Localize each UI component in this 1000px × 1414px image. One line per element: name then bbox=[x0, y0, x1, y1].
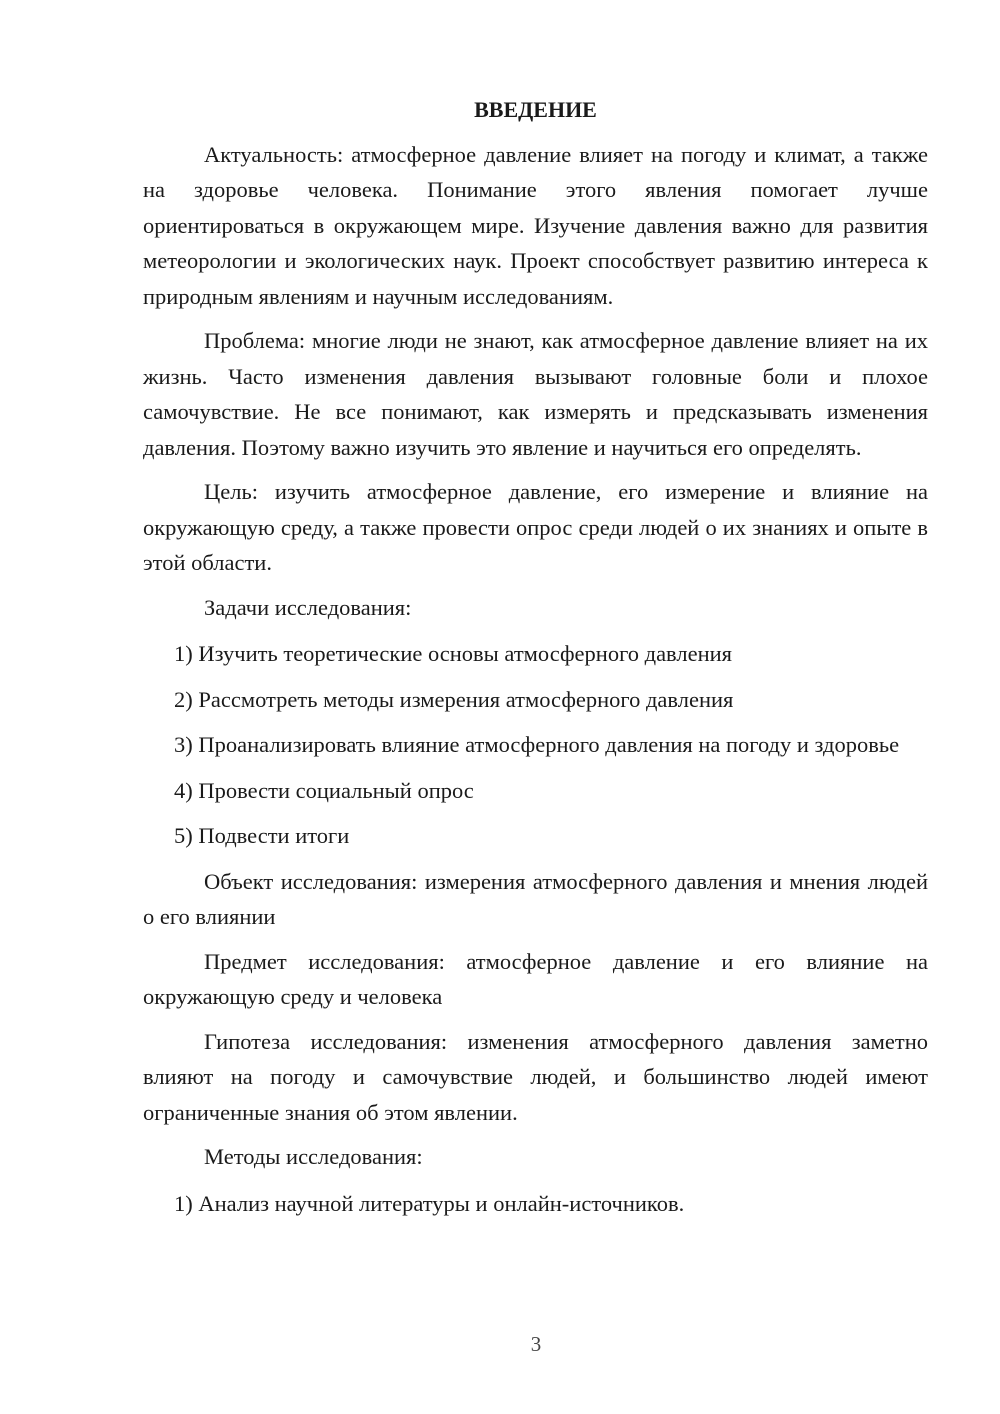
goal-paragraph: Цель: изучить атмосферное давление, его измерение и влияние на окружающую среду, а также провести опрос среди людей о их знаниях и опыте в этой области. bbox=[143, 479, 928, 575]
page-title: ВВЕДЕНИЕ bbox=[474, 97, 597, 122]
page-content bbox=[143, 92, 928, 1231]
problem-paragraph: Проблема: многие люди не знают, как атмосферное давление влияет на их жизнь. Часто изменения давления вызывают головные боли и плохое самочувствие. Не все понимают, как измерять и предсказывать изменения давления. Поэтому важно изучить это явление и научиться его определять. bbox=[143, 328, 928, 460]
task-item-4: 4) Провести социальный опрос bbox=[174, 777, 474, 803]
tasks-heading: Задачи исследования: bbox=[204, 594, 412, 620]
methods-heading: Методы исследования: bbox=[204, 1144, 423, 1169]
hypothesis-paragraph: Гипотеза исследования: изменения атмосферного давления заметно влияют на погоду и самочувствие людей, и большинство людей имеют ограниченные знания об этом явлении. bbox=[143, 1028, 928, 1125]
method-item-1: 1) Анализ научной литературы и онлайн-источников. bbox=[174, 1190, 685, 1216]
task-item-2: 2) Рассмотреть методы измерения атмосферного давления bbox=[174, 686, 734, 712]
task-item-5: 5) Подвести итоги bbox=[174, 823, 350, 848]
task-item-1: 1) Изучить теоретические основы атмосферного давления bbox=[174, 641, 733, 666]
page-number: 3 bbox=[530, 1332, 542, 1356]
object-paragraph: Объект исследования: измерения атмосферного давления и мнения людей о его влиянии bbox=[143, 868, 928, 929]
task-item-3: 3) Проанализировать влияние атмосферного давления на погоду и здоровье bbox=[174, 732, 900, 757]
subject-paragraph: Предмет исследования: атмосферное давление и его влияние на окружающую среду и человека bbox=[143, 948, 928, 1009]
relevance-paragraph: Актуальность: атмосферное давление влияет на погоду и климат, а также на здоровье человека. Понимание этого явления помогает лучше ориентироваться в окружающем мире. Изучение давления важно для развития метеорологии и экологических наук. Проект способствует развитию интереса к природным явлениям и научным исследованиям. bbox=[143, 141, 928, 309]
